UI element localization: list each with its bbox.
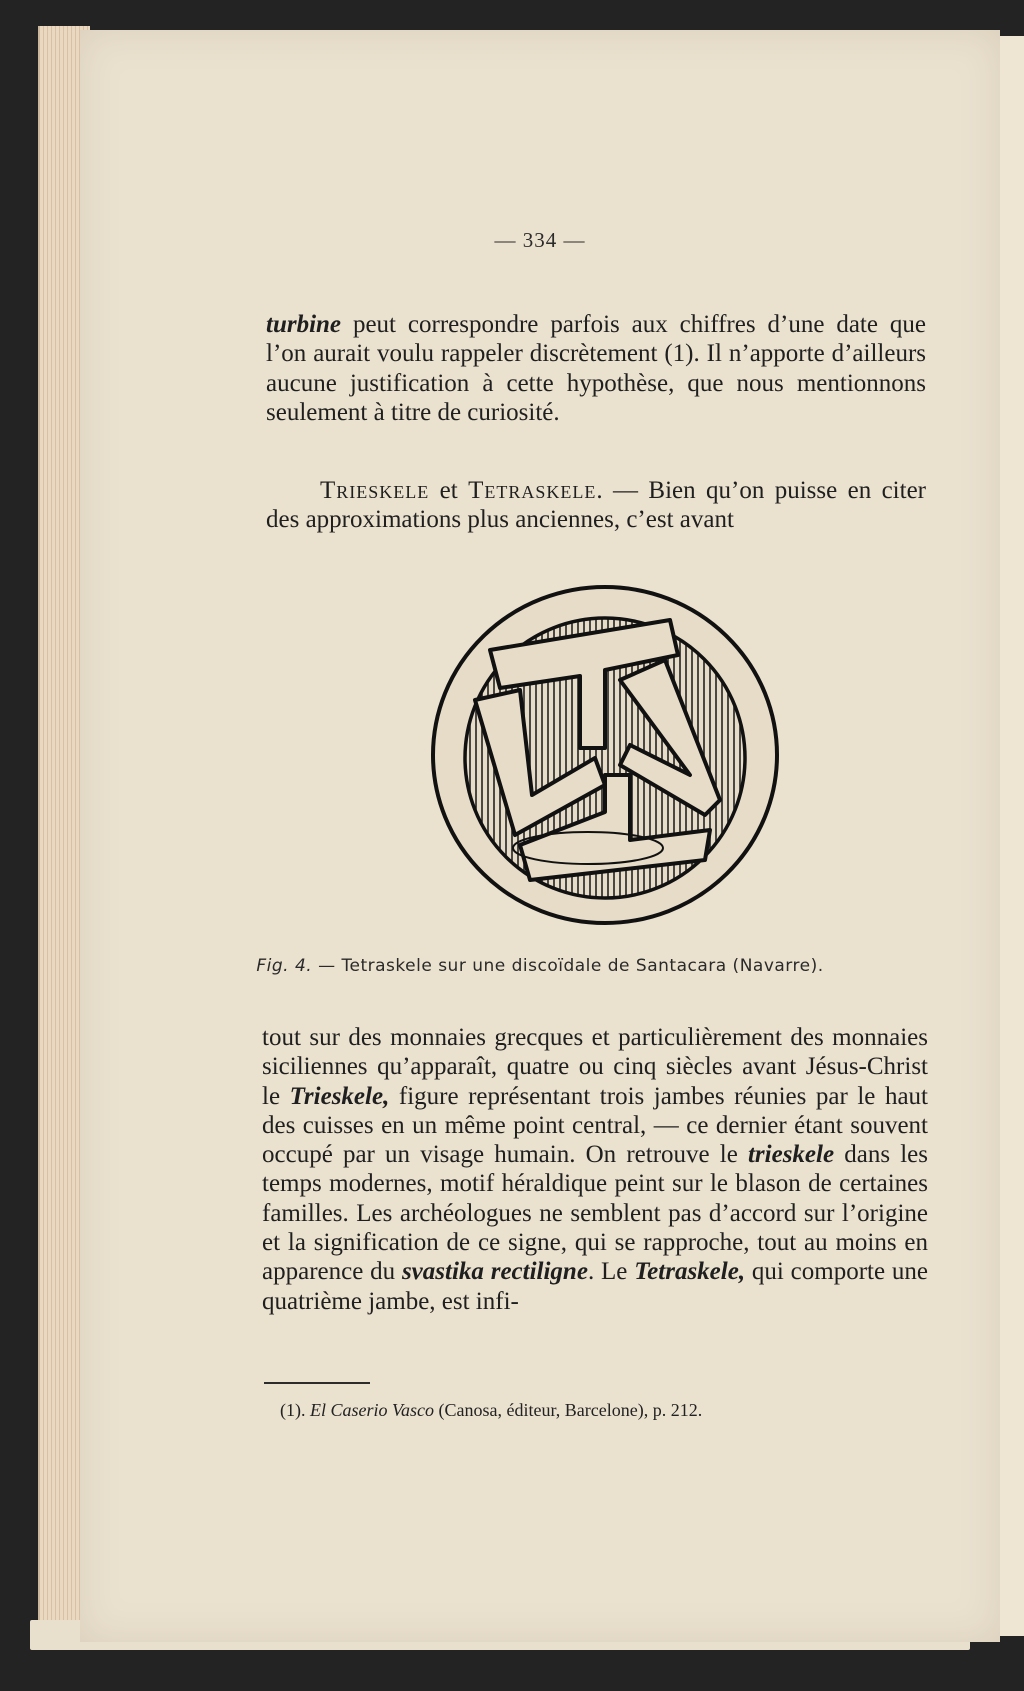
term-turbine: turbine	[266, 311, 342, 338]
footnote-rest: (Canosa, éditeur, Barcelone), p. 212.	[434, 1400, 703, 1420]
paragraph-1-text: peut correspondre parfois aux chiffres d’une date que l’on aurait voulu rappeler discrètement (1). Il n’apporte d’ailleurs aucune justification à cette hypothèse, que nous mentionnons seulement à titre de curiosité.	[266, 311, 926, 426]
footnote-marker: (1).	[280, 1400, 310, 1420]
figure-label: Fig. 4.	[256, 956, 313, 976]
figure-tetraskele-stone	[420, 580, 790, 940]
heading-connector: et	[429, 477, 469, 504]
tetraskele-illustration	[420, 580, 790, 940]
book-page	[80, 30, 1000, 1642]
figure-caption-text: — Tetraskele sur une discoïdale de Santacara (Navarre).	[312, 956, 824, 976]
term-trieskele-2: trieskele	[747, 1141, 835, 1169]
p3-part3: dans les temps modernes, motif héraldique peint sur le blason de certaines familles. Les archéologues ne semblent pas d’accord sur l’origine et la signification de ce signe, qui se rapproche, tout au moins en apparence du	[262, 1141, 928, 1286]
paragraph-2-text: Bien qu’on puisse en citer des approximations plus anciennes, c’est avant	[266, 477, 926, 534]
paragraph-3	[262, 1023, 928, 1316]
term-tetraskele: Tetraskele,	[634, 1258, 746, 1286]
p3-part2: figure représentant trois jambes réunies par le haut des cuisses en un même point central, — ce dernier étant souvent occupé par un visage humain. On retrouve le	[262, 1082, 928, 1169]
p3-part1: tout sur des monnaies grecques et particulièrement des monnaies siciliennes qu’apparaît, quatre ou cinq siècles avant Jésus-Christ le	[262, 1024, 928, 1110]
figure-caption	[80, 956, 1000, 976]
next-page-edge	[996, 36, 1024, 1636]
heading-dash: . —	[596, 477, 649, 504]
heading-trieskele: Trieskele	[320, 477, 430, 504]
page-number: — 334 —	[494, 228, 586, 252]
paragraph-2	[266, 476, 926, 535]
footnote	[280, 1400, 940, 1421]
footnote-rule	[264, 1382, 370, 1384]
heading-tetraskele: Tetraskele	[468, 477, 597, 504]
p3-part5: qui comporte une quatrième jambe, est infi-	[262, 1258, 928, 1315]
footnote-title: El Caserio Vasco	[310, 1400, 434, 1420]
p3-part4: . Le	[587, 1258, 635, 1286]
term-trieskele: Trieskele,	[289, 1082, 390, 1110]
term-svastika: svastika rectiligne	[401, 1258, 588, 1286]
paragraph-1	[266, 310, 926, 427]
